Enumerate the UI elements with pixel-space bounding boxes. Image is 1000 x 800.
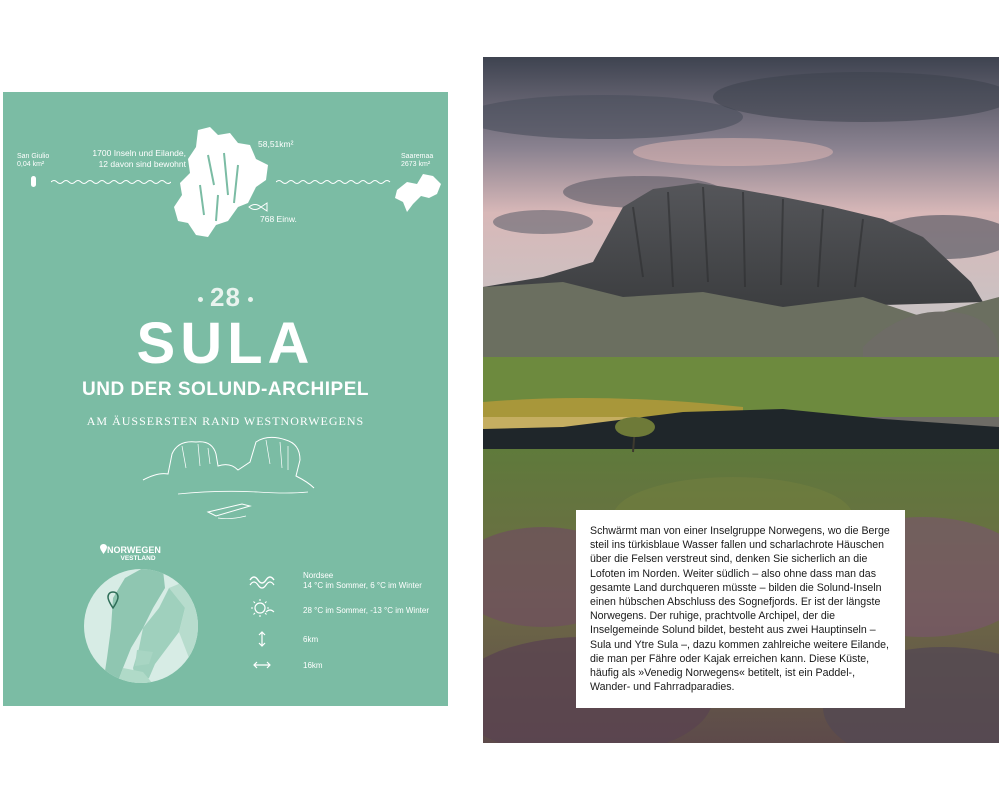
chapter-number [3, 282, 448, 313]
page-title: SULA [136, 311, 315, 376]
fish-icon [247, 202, 269, 212]
saaremaa-island-shape [393, 170, 443, 214]
inhabitants-value: 768 Einw. [260, 214, 297, 224]
wave-line-left [51, 178, 171, 186]
wave-line-right [276, 178, 391, 186]
island-width: 16km [303, 661, 323, 670]
island-length: 6km [303, 635, 319, 644]
map-country: NORWEGEN [107, 545, 161, 555]
location-pin-icon [100, 544, 107, 554]
air-temperature: 28 °C im Sommer, -13 °C im Winter [303, 606, 429, 615]
article-body: Schwärmt man von einer Inselgruppe Norwegens, wo die Berge steil ins türkisblaue Wasser fallen und scharlachrote Häuschen über die Felsen verstreut sind, denken Sie sicherlich an die Lofoten im Norden. Weiter südlich – also ohne dass man das gesamte Land durchqueren müsste – bilden die Solund-Inseln einen hübschen Abschluss des Sognefjords. Er ist der längste Norwegens. Der ruhige, prachtvolle Archipel, der die Inselgemeinde Solund bildet, besteht aus zwei Hauptinseln – Sula und Ytre Sula –, dazu kommen zahlreiche weitere Eilande, die man per Fähre oder Kajak erreichen kann. Diese Küste, häufig als »Venedig Norwegens« betitelt, ist ein Paddel-, Wander- und Fahrradparadies. [590, 525, 890, 694]
sea-temperature: 14 °C im Sommer, 6 °C im Winter [303, 581, 422, 590]
vertical-arrow-icon [248, 629, 276, 649]
dot-left [198, 297, 203, 302]
map-region: VESTLAND [120, 555, 156, 562]
right-island-area: 2673 km² [401, 161, 431, 168]
inhabited-islands-text: 12 davon sind bewohnt [98, 159, 186, 169]
dot-right [248, 297, 253, 302]
page-tagline: AM ÄUSSERSTEN RAND WESTNORWEGENS [86, 414, 365, 428]
small-island-shape [31, 176, 36, 187]
left-island-area: 0,04 km² [17, 161, 45, 168]
sea-name: Nordsee [303, 571, 334, 580]
sun-icon [248, 598, 276, 618]
page-subtitle: UND DER SOLUND-ARCHIPEL [82, 379, 369, 400]
left-island-label: San Giulio [17, 153, 50, 160]
article-text-box [576, 510, 905, 708]
rocks-illustration [138, 432, 318, 522]
waves-icon [248, 570, 276, 590]
cover-page [3, 92, 448, 706]
region-map [83, 568, 199, 684]
area-value: 58,51km² [258, 139, 294, 149]
right-island-label: Saaremaa [401, 153, 434, 160]
islands-count-text: 1700 Inseln und Eilande, [92, 148, 186, 158]
chapter-number-text: 28 [210, 282, 241, 312]
horizontal-arrow-icon [248, 655, 276, 675]
